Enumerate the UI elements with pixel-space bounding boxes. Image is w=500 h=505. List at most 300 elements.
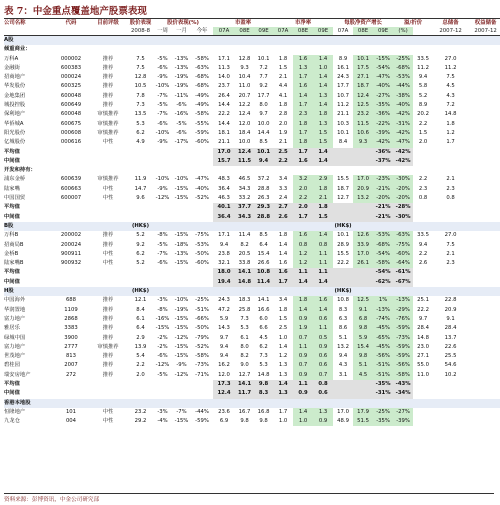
table-cell: -18%	[174, 241, 189, 248]
table-cell: 15.4	[257, 250, 270, 257]
stock-code: 000024	[60, 74, 82, 81]
section-cell	[413, 287, 433, 296]
section-cell	[54, 222, 88, 231]
table-cell	[191, 148, 213, 157]
table-cell: 0.6	[313, 361, 333, 370]
section-cell	[191, 287, 213, 296]
company-name: 城投控股	[4, 102, 26, 109]
table-cell: 4.5	[353, 371, 373, 380]
table-cell: -21%	[373, 203, 393, 212]
table-cell: 2.0	[136, 371, 145, 378]
table-cell: 5.1	[353, 361, 373, 370]
table-cell: 1.8	[293, 120, 313, 129]
table-cell	[413, 213, 433, 222]
table-cell: 推荐	[102, 232, 114, 239]
table-cell	[413, 408, 433, 417]
table-cell	[191, 380, 213, 389]
table-cell: 12.4	[213, 389, 235, 398]
table-cell: 22.2	[417, 306, 429, 313]
table-cell: 11.9	[134, 176, 147, 183]
table-cell: 8.9	[418, 102, 428, 109]
table-cell: -45%	[373, 343, 393, 352]
table-cell: -52%	[195, 195, 209, 202]
stock-code: 600675	[60, 120, 82, 127]
header-subcell: 一周	[153, 27, 172, 36]
table-cell: 1.8	[446, 120, 455, 127]
table-cell: 27.0	[444, 232, 457, 239]
table-cell: 14.3	[218, 325, 230, 332]
table-cell: 13.7	[444, 334, 457, 341]
company-name: 中国国贸	[4, 195, 26, 202]
table-cell: 1.6	[293, 55, 313, 64]
table-row	[4, 334, 500, 343]
table-cell: 8.4	[338, 139, 348, 146]
table-cell: 9.4	[254, 157, 273, 166]
table-cell: 1.7	[446, 139, 455, 146]
table-cell: 推荐	[102, 334, 114, 341]
stock-code	[54, 389, 88, 398]
table-cell: 0.6	[313, 389, 333, 398]
header-row-2	[4, 27, 500, 36]
table-cell: 8.2	[240, 241, 249, 248]
table-cell: 0.9	[293, 389, 313, 398]
table-cell	[413, 380, 433, 389]
table-cell: -6%	[176, 129, 187, 136]
table-cell: -55%	[195, 120, 209, 127]
table-cell: 1.1	[313, 268, 333, 277]
table-cell	[88, 380, 128, 389]
table-cell: -20%	[393, 185, 413, 194]
table-cell: -27%	[373, 92, 393, 101]
table-row	[4, 64, 500, 73]
table-cell: 1.2	[293, 259, 313, 268]
table-cell: 4.4	[278, 83, 288, 90]
company-name: 保利地产	[4, 111, 26, 118]
subsection-label: 开发和持有：	[4, 167, 36, 174]
table-cell	[333, 213, 353, 222]
table-cell: 1.8	[278, 102, 288, 109]
table-row	[4, 306, 500, 315]
header-subcell	[88, 27, 128, 36]
table-cell: 10.4	[238, 74, 251, 81]
table-cell	[333, 148, 353, 157]
table-cell: -21%	[373, 185, 393, 194]
table-cell: 10.5	[134, 83, 147, 90]
header-subcell: 2008-8	[128, 27, 153, 36]
table-cell: -13%	[174, 55, 189, 62]
table-cell: 29.2	[134, 418, 147, 425]
table-cell: -15%	[174, 418, 189, 425]
table-cell: 1.1	[313, 259, 333, 268]
table-cell: 1.0	[293, 417, 313, 426]
section-cell	[213, 287, 235, 296]
table-cell: 2.1	[446, 250, 455, 257]
header-cell: 代码	[54, 19, 88, 28]
table-cell: 34.3	[235, 213, 254, 222]
table-cell: 1.4	[313, 157, 333, 166]
table-cell: 1.6	[293, 82, 313, 91]
table-cell: -53%	[195, 241, 209, 248]
summary-row	[4, 278, 500, 287]
table-cell	[153, 278, 172, 287]
table-cell: 9.8	[254, 380, 273, 389]
table-cell: 28.8	[257, 185, 270, 192]
table-cell	[88, 203, 128, 212]
table-cell: 1.4	[273, 380, 293, 389]
table-cell: 1.7	[293, 213, 313, 222]
table-cell: 10.8	[254, 268, 273, 277]
stock-code: 000608	[60, 129, 82, 136]
table-cell: 1.7	[273, 278, 293, 287]
table-cell: -58%	[373, 259, 393, 268]
table-cell	[128, 268, 153, 277]
table-cell: 12.0	[218, 371, 230, 378]
section-cell	[273, 222, 293, 231]
table-cell: 1.4	[313, 231, 333, 240]
table-cell: 5.2	[418, 92, 428, 99]
company-name: 陆家嘴B	[4, 260, 24, 267]
table-cell: 1.6	[313, 296, 333, 305]
company-name: 万科A	[4, 55, 19, 62]
table-row	[4, 371, 500, 380]
table-cell: -5%	[157, 55, 168, 62]
table-cell: -64%	[393, 259, 413, 268]
table-cell: 10.0	[238, 139, 251, 146]
table-cell: 1.6	[293, 157, 313, 166]
table-cell: 2.6	[273, 213, 293, 222]
table-cell: -36%	[373, 110, 393, 119]
table-cell: 22.6	[444, 343, 457, 350]
table-cell: 4.1	[278, 92, 288, 99]
table-cell: 2.1	[313, 194, 333, 203]
section-cell	[172, 287, 191, 296]
table-cell: -11%	[174, 92, 189, 99]
table-cell: 0.9	[293, 352, 313, 361]
table-cell: -51%	[373, 361, 393, 370]
table-cell	[333, 268, 353, 277]
table-cell: -44%	[195, 408, 209, 415]
table-cell	[353, 380, 373, 389]
table-cell: -25%	[393, 55, 413, 64]
table-cell: 22.2	[337, 260, 349, 267]
header-subcell: 09E	[254, 27, 273, 36]
table-cell: -50%	[195, 325, 209, 332]
table-cell: 11.4	[254, 278, 273, 287]
table-cell: 33.5	[417, 232, 429, 239]
table-cell: 2.0	[418, 139, 428, 146]
table-row	[4, 241, 500, 250]
company-name: 富力地产	[4, 343, 26, 350]
table-cell: 28.8	[254, 213, 273, 222]
table-cell: 1.6	[278, 260, 288, 267]
table-cell: 1.0	[313, 64, 333, 73]
table-cell: -43%	[393, 380, 413, 389]
table-cell	[88, 389, 128, 398]
table-cell: 中性	[102, 139, 114, 146]
table-cell: 28.9	[337, 241, 349, 248]
table-row	[4, 73, 500, 82]
table-cell: 14.7	[134, 185, 147, 192]
section-cell: B股	[4, 222, 54, 231]
table-cell: 36.4	[213, 213, 235, 222]
stock-code: 2007	[64, 362, 78, 369]
table-row	[4, 129, 500, 138]
table-cell: -31%	[393, 120, 413, 129]
section-cell	[254, 287, 273, 296]
table-cell: 7.5	[136, 55, 145, 62]
table-cell	[353, 203, 373, 212]
subsection-label: 倾重商业：	[4, 46, 31, 53]
table-cell: 11.0	[238, 83, 251, 90]
table-cell: 23.2	[134, 408, 147, 415]
table-cell: -47%	[195, 176, 209, 183]
table-cell: 1.7	[293, 129, 313, 138]
table-cell: 19.4	[213, 278, 235, 287]
table-cell: -60%	[393, 250, 413, 259]
header-cell: 市净率	[273, 19, 333, 28]
table-cell	[413, 268, 433, 277]
table-cell: -3%	[157, 408, 168, 415]
section-cell	[413, 222, 433, 231]
table-cell	[191, 268, 213, 277]
table-cell: -42%	[393, 110, 413, 119]
table-cell: 15.4	[353, 343, 373, 352]
table-cell: 17.7	[257, 92, 270, 99]
table-row	[4, 185, 500, 194]
table-cell: 10.1	[257, 55, 270, 62]
table-cell: 29.3	[254, 203, 273, 212]
table-cell: 11.7	[235, 389, 254, 398]
table-cell	[353, 389, 373, 398]
table-cell: 12.7	[337, 195, 349, 202]
table-cell	[433, 148, 468, 157]
section-cell	[293, 222, 313, 231]
table-cell: 10.3	[337, 120, 349, 127]
table-cell: -27%	[393, 408, 413, 417]
company-name: 招商局B	[4, 241, 24, 248]
table-cell: -40%	[373, 82, 393, 91]
table-cell: -4%	[157, 418, 168, 425]
table-cell: 26.6	[257, 260, 270, 267]
table-cell: -20%	[373, 194, 393, 203]
table-cell: 9.0	[240, 362, 249, 369]
table-cell: 0.9	[293, 371, 313, 380]
section-cell	[353, 222, 373, 231]
table-cell	[413, 417, 433, 426]
table-cell: 1.8	[278, 232, 288, 239]
summary-label: 中间值	[4, 278, 20, 285]
table-cell: 11.0	[417, 371, 429, 378]
table-cell	[172, 203, 191, 212]
table-cell: -75%	[393, 241, 413, 250]
table-cell: 8.2	[240, 353, 249, 360]
table-cell: -15%	[174, 343, 189, 350]
table-cell: 14.1	[235, 268, 254, 277]
section-cell	[153, 287, 172, 296]
table-cell: 3.1	[338, 371, 348, 378]
table-cell: 33.8	[238, 260, 251, 267]
table-cell: 17.7	[337, 83, 349, 90]
table-cell: 51.5	[353, 417, 373, 426]
table-cell: 25.1	[417, 297, 429, 304]
table-cell: 推荐	[102, 64, 114, 71]
table-cell: 8.9	[338, 55, 348, 62]
table-cell: 47.2	[218, 306, 230, 313]
section-cell: (HK$)	[333, 287, 353, 296]
table-cell	[153, 213, 172, 222]
table-cell	[128, 157, 153, 166]
table-cell: 23.7	[218, 83, 230, 90]
table-cell: -54%	[373, 64, 393, 73]
table-cell: 1.0	[278, 334, 288, 341]
table-cell: -15%	[174, 195, 189, 202]
header-subcell: 2007-12	[433, 27, 468, 36]
table-cell: 1.4	[293, 92, 313, 101]
table-cell: -42%	[393, 148, 413, 157]
company-name: 华发股份	[4, 83, 26, 90]
table-cell: 中性	[102, 185, 114, 192]
table-cell: 7.7	[259, 74, 268, 81]
table-cell: 10.7	[337, 92, 349, 99]
table-cell: 16.8	[257, 408, 270, 415]
section-cell	[88, 287, 128, 296]
table-cell: -9%	[157, 74, 168, 81]
table-cell: 推荐	[102, 362, 114, 369]
header-cell: 总储备	[433, 19, 468, 28]
table-cell: 9.7	[418, 315, 428, 322]
table-cell: 1.8	[278, 55, 288, 62]
table-cell: -6%	[157, 64, 168, 71]
table-cell: 17.1	[218, 55, 230, 62]
table-cell: 14.8	[444, 111, 457, 118]
table-cell: 2.3	[446, 260, 455, 267]
table-cell: 2.0	[293, 185, 313, 194]
table-cell	[128, 389, 153, 398]
table-cell: 1.4	[278, 241, 288, 248]
table-cell: 18.7	[337, 185, 349, 192]
section-cell	[353, 287, 373, 296]
table-cell	[333, 203, 353, 212]
table-cell	[333, 278, 353, 287]
table-cell	[153, 380, 172, 389]
table-cell: -15%	[155, 325, 170, 332]
section-cell	[153, 222, 172, 231]
stock-code: 600639	[60, 176, 82, 183]
table-cell: 18.0	[213, 268, 235, 277]
summary-label: 平均值	[4, 204, 20, 211]
company-name: 恒隆地产	[4, 408, 26, 415]
table-cell: 10.6	[353, 129, 373, 138]
header-subcell: 09E	[373, 27, 393, 36]
table-row	[4, 231, 500, 240]
stock-code	[54, 148, 88, 157]
table-cell: 9.2	[259, 83, 268, 90]
stock-code	[54, 203, 88, 212]
table-cell: 9.4	[418, 241, 428, 248]
table-cell: 1.4	[293, 408, 313, 417]
table-cell: 6.0	[259, 315, 268, 322]
table-cell: -51%	[373, 371, 393, 380]
stock-code: 600048	[60, 92, 82, 99]
table-cell: 9.1	[353, 306, 373, 315]
table-cell: 17.5	[353, 64, 373, 73]
table-cell: 0.6	[313, 352, 333, 361]
section-cell	[373, 222, 393, 231]
table-cell: 0.8	[418, 195, 428, 202]
table-cell: 27.1	[353, 73, 373, 82]
stock-code: 272	[65, 371, 77, 378]
table-cell	[191, 213, 213, 222]
table-cell: 27.1	[417, 353, 429, 360]
table-row	[4, 82, 500, 91]
stock-code: 004	[65, 418, 77, 425]
table-cell: -15%	[174, 353, 189, 360]
table-cell: -61%	[393, 268, 413, 277]
table-cell: 9.3	[353, 138, 373, 147]
table-cell	[413, 157, 433, 166]
table-cell: 中性	[102, 408, 114, 415]
table-cell: 9.3	[240, 64, 249, 71]
table-cell: 1.4	[278, 343, 288, 350]
table-cell: -19%	[174, 83, 189, 90]
table-cell	[153, 203, 172, 212]
table-cell: -58%	[195, 353, 209, 360]
table-cell: 23.8	[218, 250, 230, 257]
company-name: 九龙仓	[4, 418, 20, 425]
stock-code: 813	[65, 353, 77, 360]
table-cell: 33.5	[417, 55, 429, 62]
table-cell: 14.1	[235, 380, 254, 389]
stock-code: 688	[65, 297, 77, 304]
table-cell: 0.9	[313, 343, 333, 352]
table-row	[4, 101, 500, 110]
table-cell: 7.2	[259, 64, 268, 71]
table-cell: 7.3	[240, 315, 249, 322]
table-cell: -68%	[373, 241, 393, 250]
table-cell: 推荐	[102, 353, 114, 360]
table-cell: -45%	[373, 324, 393, 333]
table-cell: 2.5	[278, 325, 288, 332]
table-cell: 1.7	[293, 148, 313, 157]
table-cell: 1.3	[278, 362, 288, 369]
table-cell	[413, 389, 433, 398]
stock-code: 600048	[60, 111, 82, 118]
table-row	[4, 417, 500, 426]
table-cell: 7.2	[446, 102, 455, 109]
header-subcell: 一月	[172, 27, 191, 36]
table-cell	[353, 278, 373, 287]
section-cell	[254, 222, 273, 231]
section-row	[4, 222, 500, 231]
table-cell: 审慎推荐	[97, 120, 119, 127]
table-cell: -10%	[174, 297, 189, 304]
table-cell: -49%	[195, 92, 209, 99]
table-cell: -16%	[155, 315, 170, 322]
table-cell: 0.8	[293, 241, 313, 250]
table-cell	[413, 203, 433, 212]
table-cell: -36%	[373, 148, 393, 157]
table-cell: 11.4	[238, 232, 251, 239]
table-cell: -63%	[393, 231, 413, 240]
subsection-row	[4, 45, 500, 54]
table-cell	[172, 389, 191, 398]
section-row	[4, 36, 500, 46]
table-cell: -54%	[373, 268, 393, 277]
table-cell: 5.1	[338, 334, 348, 341]
header-subcell	[4, 27, 54, 36]
table-cell: 17.0	[213, 148, 235, 157]
stock-code	[54, 157, 88, 166]
